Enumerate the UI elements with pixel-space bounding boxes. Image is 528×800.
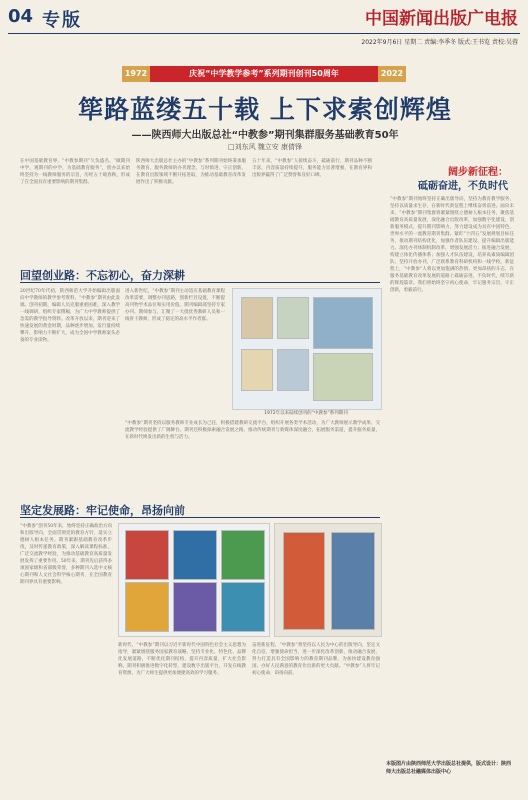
intro-column-1: 在中国基础教育界，“中教参期刊”久负盛名。“做期刊中学，观期刊的中学，为基础教育服务”，创办以来始终坚持为一线教师服务的宗旨，历经五十载春秋，形成了在全国具有重要影响的期刊集群。 <box>20 159 130 185</box>
magazine-covers-photo <box>232 288 382 410</box>
magazine-cover <box>125 582 169 632</box>
publication-photo <box>274 523 382 637</box>
section-2-column-2: 新时代，“中教参”期刊以习近平新时代中国特色社会主义思想为指导，紧紧围绕服务国家教育战略，坚持专业化、特色化、品牌化发展道路，不断优化期刊结构，提升内容质量，扩大社会影响。期刊积极推进数字化转型，建设数字出版平台，开发在线教育资源，为广大师生提供更加便捷高效的学习服务。 <box>118 643 246 676</box>
section-1-column-3: “中教参”期刊坚持以服务教师专业成长为己任，积极搭建教研交流平台，组织开展各类学术活动，为广大教师展示教学成果、交流教学经验提供了广阔舞台。期刊还积极探索融合发展之路，推动传统期刊与新媒体深度融合，拓展服务渠道，提升服务质量，在新时代焕发出新的生机与活力。 <box>125 421 380 440</box>
magazine-cover <box>241 349 273 391</box>
magazine-cover <box>313 353 373 401</box>
byline: □刘东风 魏立安 康倩锋 <box>227 143 303 151</box>
section-name: 专版 <box>42 10 82 31</box>
section-rule-2 <box>20 517 380 518</box>
section-rule-1 <box>20 282 380 283</box>
section-2-column-3: 奋进新征程，“中教参”将坚持以人民为中心的出版导向，坚定文化自信，增强使命担当，进一步深化改革创新，推动融合发展，努力打造具有全国影响力的教育期刊品牌，为加快建设教育强国、办好人民满意的教育作出新的更大贡献。“中教参”人将牢记初心使命，昂扬向前。 <box>252 643 380 676</box>
magazine-cover <box>277 297 309 339</box>
magazine-display-photo <box>118 523 270 637</box>
image-credit-footnote: 本版图片由陕西师范大学出版总社提供，版式设计：陕西师大出版总社融媒体出版中心 <box>386 761 512 775</box>
magazine-cover <box>221 582 265 632</box>
page-number: 04 <box>8 6 34 27</box>
banner-year-start: 1972 <box>122 66 150 82</box>
subheadline: ——陕西师大出版总社“中教参”期刊集群服务基础教育50年 <box>131 130 399 141</box>
magazine-cover <box>331 532 375 630</box>
magazine-cover <box>125 530 169 580</box>
photo-caption: 1972年以来陆续创刊的“中教参”系列期刊 <box>264 411 348 416</box>
magazine-cover <box>241 297 273 339</box>
section-1-column-2: 进入新世纪，“中教参”期刊主动适应基础教育课程改革需要，调整办刊思路，创新栏目设置，不断提高刊物学术品位和实用价值。期刊编辑部坚持专家办刊、教师参与，汇聚了一大批优秀教研人员和一线骨干教师，形成了稳定的高水平作者群。 <box>125 289 225 322</box>
magazine-cover <box>283 532 325 630</box>
magazine-cover <box>173 530 217 580</box>
section-heading-1: 回望创业路：不忘初心，奋力深耕 <box>20 269 185 282</box>
section-1-column-1: 20世纪70年代初，陕西师范大学开始编辑出版面向中学教师的教学参考资料，“中教参”期刊由此发端。创刊初期，编辑人员克服重重困难，深入教学一线调研，组织专家撰稿，为广大中学教师提供了急需的教学指导资料。改革开放以来，期刊迎来了快速发展的黄金时期，品种逐步增加，发行量持续攀升，影响力不断扩大，成为全国中学教师案头必备的专业读物。 <box>20 289 120 343</box>
intro-column-2: 陕西师大出版总社主办的“中教参”系列期刊始终秉承服务教育、服务教师的办刊理念，与时俱进，守正创新，在教育出版领域不断开拓进取，为推动基础教育改革发展作出了积极贡献。 <box>136 159 246 185</box>
sidebar-body: “中教参”期刊始终坚持正确出版导向，坚持为教育教学服务，坚持以质量求生存，在新时代新征程上继续奋勇前进。面向未来，“中教参”期刊集群将紧紧围绕立德树人根本任务，聚焦基础教育高质量发展，深化融合出版改革，加强数字化建设，创新服务模式，提升期刊影响力，努力建设成为具有中国特色、世界水平的一流教育期刊集群。紧盯“十四五”发展规划目标任务，推动期刊结构优化，加强作者队伍建设，提升编辑出版能力。深化办刊体制机制改革，增强发展活力；推进融合发展，构建立体化传播体系；加强人才队伍建设，培养高素质编辑团队；坚持开放办刊，广泛联系教育科研机构和一线学校。新征程上，“中教参”人将以更加饱满的热情、更加昂扬的斗志，在服务基础教育改革发展的道路上砥砺奋进，不负时代，续写新的辉煌篇章。我们将始终坚守初心使命，牢记服务宗旨，守正创新，勇毅前行。 <box>390 197 514 293</box>
magazine-cover <box>173 582 217 632</box>
headline: 筚路蓝缕五十载 上下求索创辉煌 <box>78 95 452 124</box>
section-2-column-1: “中教参”创刊50年来，始终坚持正确政治方向和出版导向，全面贯彻党的教育方针，落实立德树人根本任务。期刊紧跟基础教育改革步伐，及时传递教育政策，深入解读课程标准，广泛交流教学经验，为推动基础教育高质量发展发挥了重要作用。50年来，期刊先后获得多项国家级和省部级荣誉，多种期刊入选中文核心期刊和人文社会科学核心期刊，在全国教育期刊界具有重要影响。 <box>20 524 112 585</box>
sidebar-title: 阔步新征程： <box>448 167 508 178</box>
magazine-cover <box>277 349 309 391</box>
masthead-rule <box>8 33 520 34</box>
intro-column-3: 五十年来，“中教参”人接续奋斗，砥砺前行，期刊品种不断丰富，内容质量持续提升，服务能力显著增强，在教育界和出版界赢得了广泛赞誉和良好口碑。 <box>252 159 372 178</box>
magazine-cover <box>221 530 265 580</box>
paper-logo: 中国新闻出版广电报 <box>365 9 518 29</box>
magazine-cover <box>313 297 373 349</box>
banner-year-end: 2022 <box>378 66 406 82</box>
sidebar-subtitle: 砥砺奋进，不负时代 <box>418 181 508 192</box>
anniversary-banner: 庆祝“中学教学参考”系列期刊创刊50周年 <box>150 66 378 82</box>
masthead-meta: 2022年9月6日 星期二 责编:李季冬 版式:王书览 责校:吴蓉 <box>361 39 518 46</box>
section-heading-2: 坚定发展路：牢记使命，昂扬向前 <box>20 504 185 517</box>
